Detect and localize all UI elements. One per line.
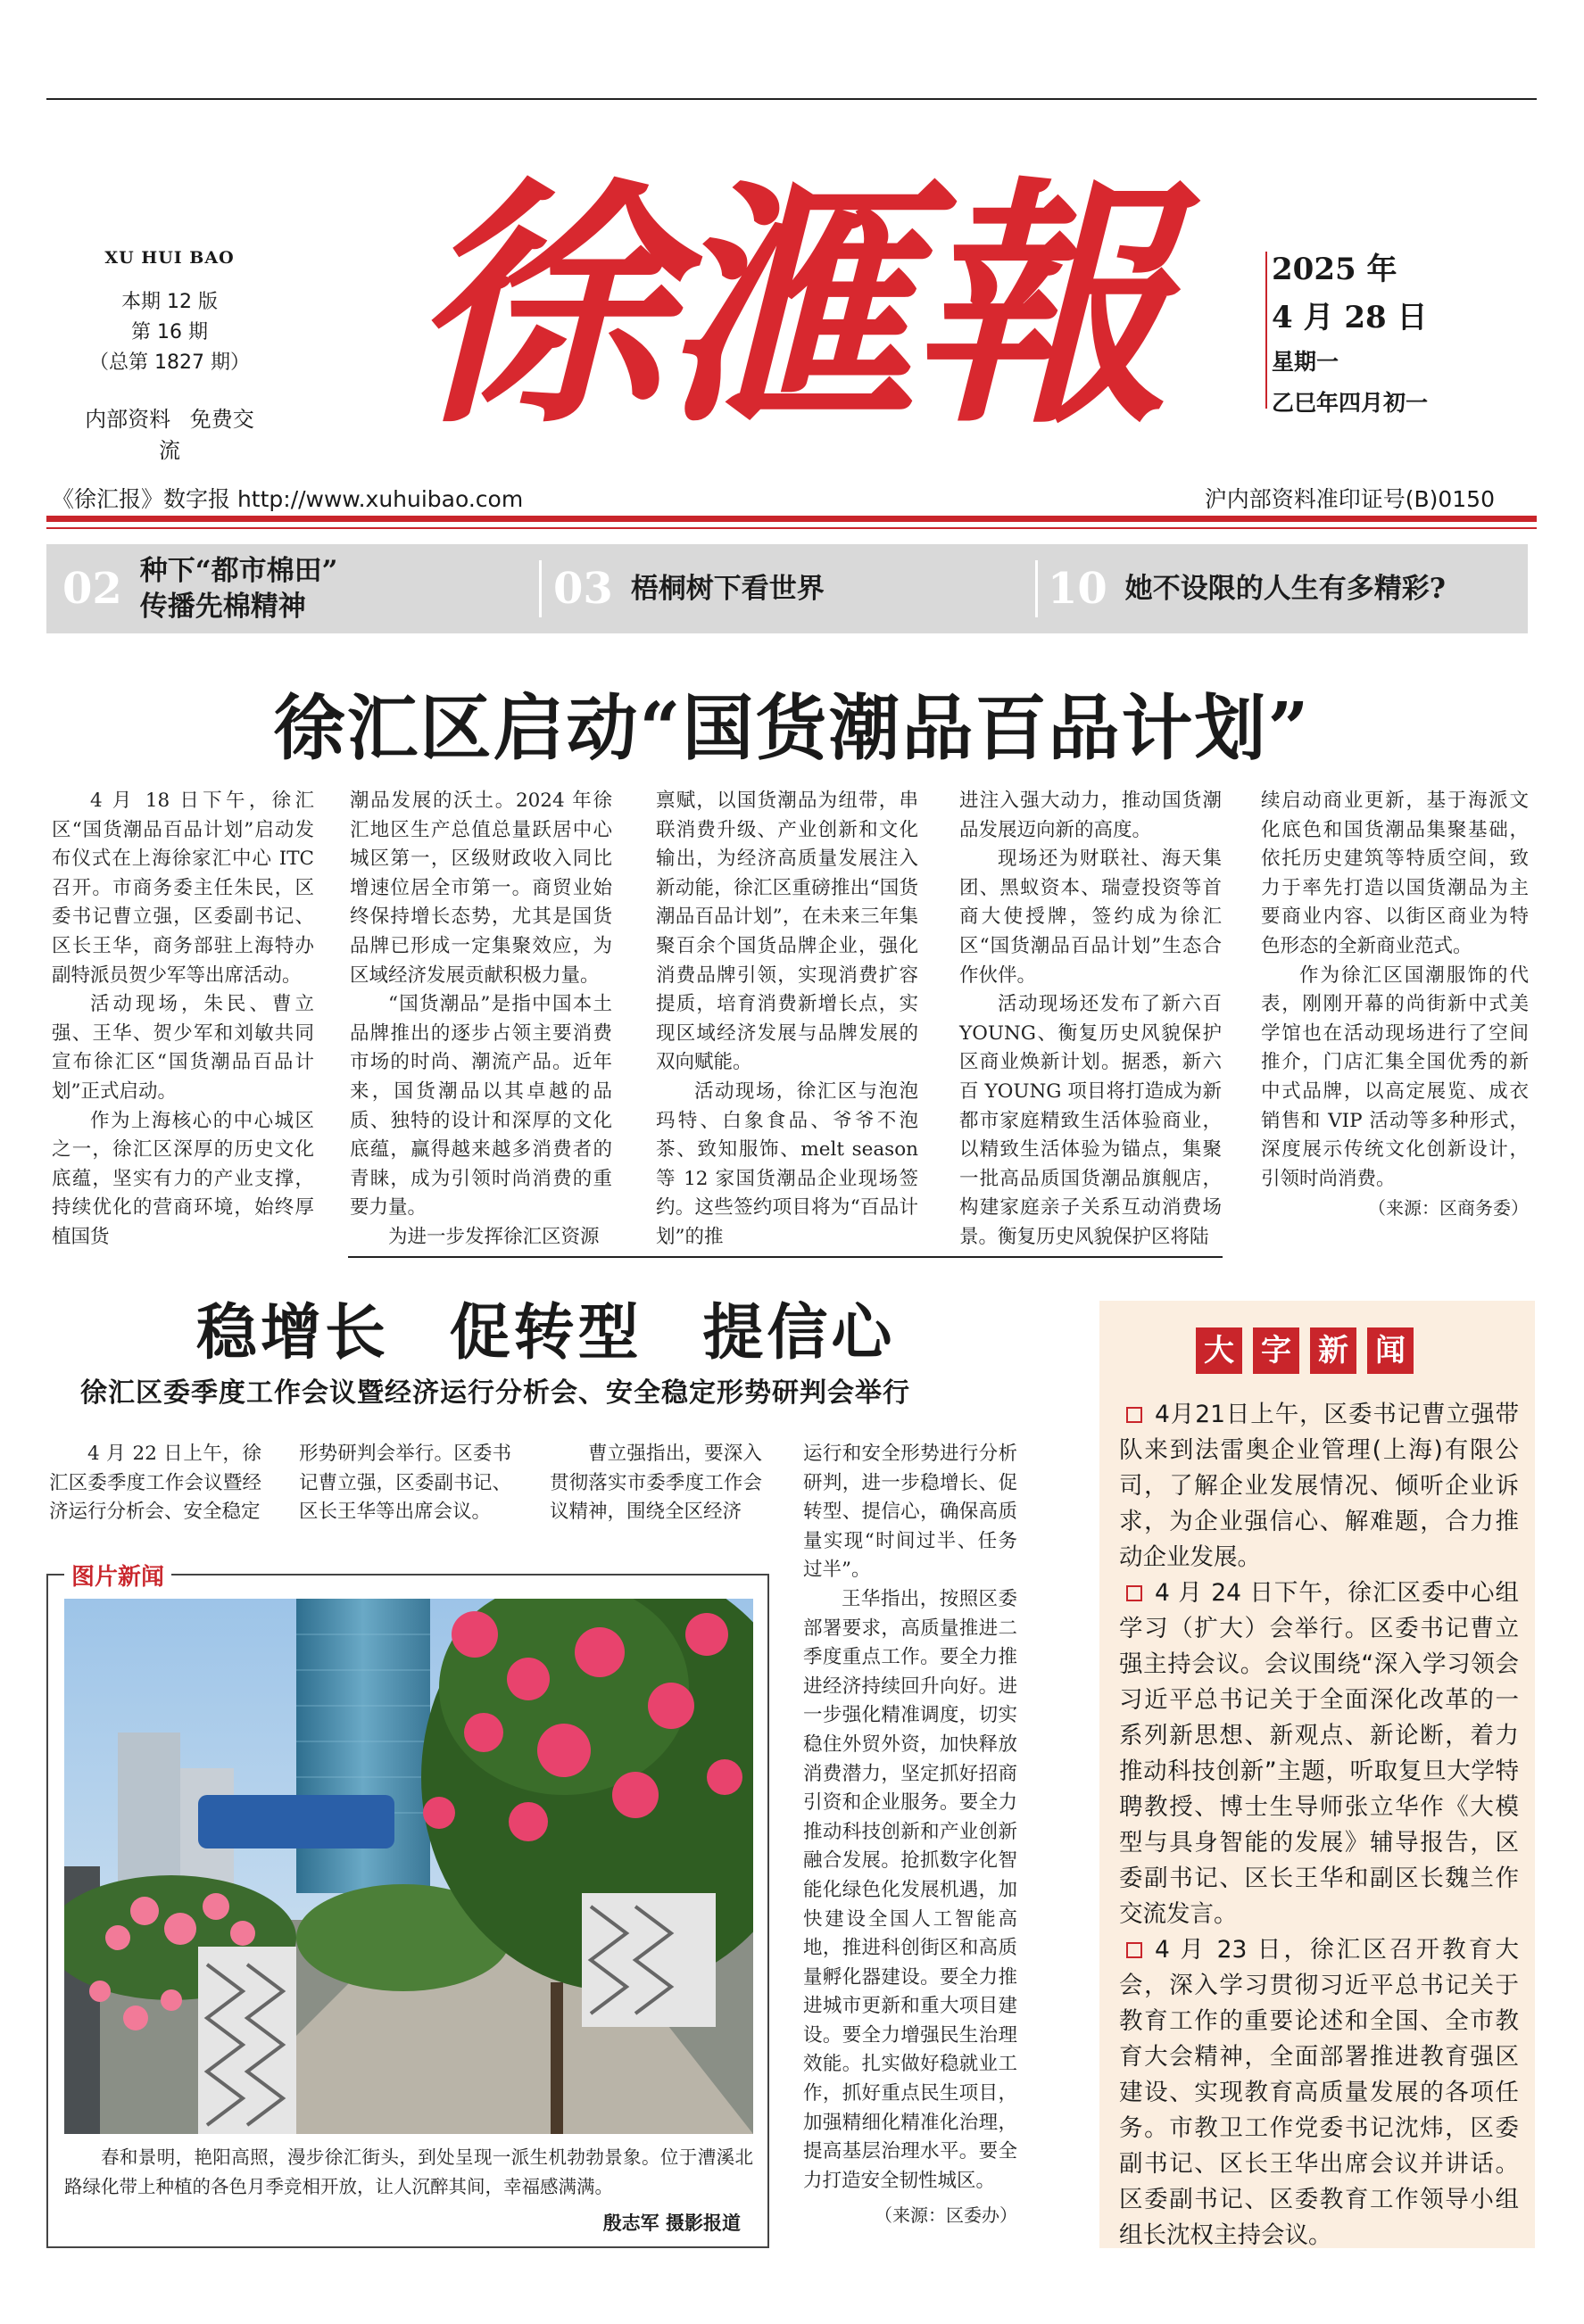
news-item-text: 4 月 23 日，徐汇区召开教育大会，深入学习贯彻习近平总书记关于教育工作的重要论述和全国、全市教育大会精神，全面部署推进教育强区建设、实现教育高质量发展的各项任务。市教卫工作党委书记沈炜，区委副书记、区长王华出席会议并讲话。区委副书记、区委教育工作领导小组组长沈权主持会议。 — [1119, 1936, 1519, 2249]
sidebar-title-char: 新 — [1310, 1327, 1356, 1374]
paragraph: 进注入强大动力，推动国货潮品发展迈向新的高度。 — [959, 790, 1222, 841]
teaser-item[interactable] — [553, 544, 825, 633]
year: 2025 年 — [1272, 252, 1397, 287]
photo-news-label: 图片新闻 — [64, 1559, 171, 1592]
internal-note: 内部资料 免费交流 — [85, 407, 254, 463]
teaser-headline-line2: 传播先棉精神 — [139, 591, 306, 623]
paragraph: 续启动商业更新，基于海派文化底色和国货潮品集聚基础，依托历史建筑等特质空间，致力于率先打造以国货潮品为主要商业内容、以街区商业为特色形态的全新商业范式。 — [1261, 790, 1529, 957]
article-column — [803, 1440, 1017, 2230]
paragraph: 现场还为财联社、海天集团、黑蚁资本、瑞壹投资等首商大使授牌，签约成为徐汇区“国货潮品百品计划”生态合作伙伴。 — [959, 848, 1222, 987]
paragraph: 4 月 22 日上午，徐汇区委季度工作会议暨经济运行分析会、安全稳定 — [49, 1443, 261, 1524]
lunar-date: 乙巳年四月初一 — [1272, 390, 1429, 416]
weekday: 星期一 — [1272, 349, 1339, 375]
teaser-page-number: 03 — [553, 564, 613, 614]
teaser-headline: 梧桐树下看世界 — [630, 573, 825, 605]
paragraph: 曹立强指出，要深入贯彻落实市委季度工作会议精神，围绕全区经济 — [550, 1443, 762, 1524]
news-item-text: 4月21日上午，区委书记曹立强带队来到法雷奥企业管理(上海)有限公司，了解企业发展情况、倾听企业诉求，为企业强信心、解难题，合力推动企业发展。 — [1119, 1401, 1519, 1571]
square-bullet-icon — [1126, 1942, 1142, 1958]
second-subheadline: 徐汇区委季度工作会议暨经济运行分析会、安全稳定形势研判会举行 — [80, 1377, 910, 1409]
article-column — [299, 1440, 511, 1527]
article-column — [550, 1440, 762, 1527]
article-column — [1261, 787, 1529, 1223]
teaser-headline: 种下“都市棉田” — [139, 555, 338, 587]
red-rule — [46, 516, 1537, 522]
article-source: （来源：区委办） — [875, 2204, 1017, 2227]
date-divider — [1265, 252, 1267, 409]
paragraph: 活动现场，朱民、曹立强、王华、贺少军和刘敏共同宣布徐汇区“国货潮品百品计划”正式启动。 — [52, 993, 314, 1103]
paragraph: 4 月 18 日下午，徐汇区“国货潮品百品计划”启动发布仪式在上海徐家汇中心 ITC 召开。市商务委主任朱民，区委书记曹立强，区委副书记、区长王华，商务部驻上海特办副特派员贺少军等出席活动。 — [52, 790, 314, 987]
article-column — [49, 1440, 261, 1527]
news-item — [1119, 1932, 1519, 2254]
top-rule — [46, 98, 1537, 100]
newspaper-logo — [369, 156, 1203, 452]
second-headline: 稳增长 促转型 提信心 — [196, 1297, 896, 1369]
square-bullet-icon — [1126, 1585, 1142, 1601]
article-column — [959, 787, 1222, 1253]
paragraph: 运行和安全形势进行分析研判，进一步稳增长、促转型、提信心，确保高质量实现“时间过半、任务过半”。 — [803, 1443, 1017, 1582]
article-column — [656, 787, 918, 1253]
website-line[interactable]: 《徐汇报》数字报 http://www.xuhuibao.com — [52, 486, 524, 512]
article-source: （来源：区商务委） — [1368, 1197, 1529, 1220]
issue-number: 第 16 期 — [131, 321, 208, 343]
teaser-item[interactable] — [62, 544, 337, 633]
paragraph: 作为上海核心的中心城区之一，徐汇区深厚的历史文化底蕴，坚实有力的产业支撑，持续优化的营商环境，始终厚植国货 — [52, 1109, 314, 1248]
paragraph: 潮品发展的沃土。2024 年徐汇地区生产总值总量跃居中心城区第一，区级财政收入同比增速位居全市第一。商贸业始终保持增长态势，尤其是国货品牌已形成一定集聚效应，为区域经济发展贡献积极力量。 — [350, 790, 612, 987]
sidebar-title-char: 闻 — [1367, 1327, 1414, 1374]
teaser-divider — [1035, 560, 1038, 617]
paragraph: 为进一步发挥徐汇区资源 — [388, 1225, 600, 1248]
photo-credit: 殷志军 摄影报道 — [602, 2212, 741, 2234]
paragraph: 禀赋，以国货潮品为纽带，串联消费升级、产业创新和文化输出，为经济高质量发展注入新动能，徐汇区重磅推出“国货潮品百品计划”，在未来三年集聚百余个国货品牌企业，强化消费品牌引领，实现消费扩容提质，培育消费新增长点，实现区域经济发展与品牌发展的双向赋能。 — [656, 790, 918, 1074]
teaser-divider — [539, 560, 542, 617]
edition-count: 本期 12 版 — [121, 291, 218, 313]
teaser-page-number: 02 — [62, 564, 122, 614]
headline-news-sidebar — [1099, 1301, 1535, 2248]
lead-headline: 徐汇区启动“国货潮品百品计划” — [273, 686, 1311, 770]
permit-number: 沪内部资料准印证号(B)0150 — [1204, 486, 1495, 512]
english-title: XU HUI BAO — [104, 248, 235, 268]
logo-text: 徐滙報 — [411, 156, 1160, 452]
news-item — [1119, 1576, 1519, 1932]
paragraph: “国货潮品”是指中国本土品牌推出的逐步占领主要消费市场的时尚、潮流产品。近年来，国货潮品以其卓越的品质、独特的设计和深厚的文化底蕴，赢得越来越多消费者的青睐，成为引领时尚消费的重要力量。 — [350, 993, 612, 1220]
teaser-headline: 她不设限的人生有多精彩? — [1124, 573, 1446, 605]
masthead-date — [1272, 245, 1428, 424]
sidebar-news-list — [1119, 1397, 1519, 2254]
photo-caption: 春和景明，艳阳高照，漫步徐汇街头，到处呈现一派生机勃勃景象。位于漕溪北路绿化带上种植的各色月季竞相开放，让人沉醉其间，幸福感满满。 — [64, 2146, 753, 2197]
teaser-bar — [46, 544, 1528, 633]
masthead-left — [85, 248, 254, 464]
square-bullet-icon — [1126, 1407, 1142, 1423]
article-column — [350, 787, 612, 1253]
news-item — [1119, 1397, 1519, 1576]
total-issue: （总第 1827 期） — [89, 351, 250, 374]
sidebar-title — [1196, 1327, 1414, 1374]
sidebar-title-char: 字 — [1253, 1327, 1299, 1374]
paragraph: 活动现场，徐汇区与泡泡玛特、白象食品、爷爷不泡茶、致知服饰、melt season 等 12 家国货潮品企业现场签约。这些签约项目将为“百品计划”的推 — [656, 1079, 918, 1248]
section-divider — [348, 1256, 1223, 1258]
street-roses-photo — [64, 1599, 753, 2134]
paragraph: 活动现场还发布了新六百 YOUNG、衡复历史风貌保护区商业焕新计划。据悉，新六百 YOUNG 项目将打造成为新都市家庭精致生活体验商业，以精致生活体验为锚点，集聚一批高品质国货潮品旗舰店，构建家庭亲子关系互动消费场景。衡复历史风貌保护区将陆 — [959, 993, 1222, 1248]
teaser-item[interactable] — [1048, 544, 1446, 633]
thin-rule — [46, 527, 1537, 529]
paragraph: 形势研判会举行。区委书记曹立强，区委副书记、区长王华等出席会议。 — [299, 1443, 511, 1524]
article-column — [52, 787, 314, 1253]
paragraph: 作为徐汇区国潮服饰的代表，刚刚开幕的尚街新中式美学馆也在活动现场进行了空间推介，门店汇集全国优秀的新中式品牌，以高定展览、成衣销售和 VIP 活动等多种形式，深度展示传统文化创新设计，引领时尚消费。 — [1261, 964, 1529, 1190]
sidebar-title-char: 大 — [1196, 1327, 1242, 1374]
date: 4 月 28 日 — [1272, 300, 1428, 335]
teaser-page-number: 10 — [1048, 564, 1107, 614]
news-item-text: 4 月 24 日下午，徐汇区委中心组学习（扩大）会举行。区委书记曹立强主持会议。会议围绕“深入学习领会习近平总书记关于全面深化改革的一系列新思想、新观点、新论断，着力推动科技创新”主题，听取复旦大学特聘教授、博士生导师张立华作《大模型与具身智能的发展》辅导报告，区委副书记、区长王华和副区长魏兰作交流发言。 — [1119, 1579, 1519, 1928]
paragraph: 王华指出，按照区委部署要求，高质量推进二季度重点工作。要全力推进经济持续回升向好。进一步强化精准调度，切实稳住外贸外资，加快释放消费潜力，坚定抓好招商引资和企业服务。要全力推动科技创新和产业创新融合发展。抢抓数字化智能化绿色化发展机遇，加快建设全国人工智能高地，推进科创街区和高质量孵化器建设。要全力推进城市更新和重大项目建设。要全力增强民生治理效能。扎实做好稳就业工作，抓好重点民生项目，加强精细化精准化治理，提高基层治理水平。要全力打造安全韧性城区。 — [803, 1587, 1017, 2192]
